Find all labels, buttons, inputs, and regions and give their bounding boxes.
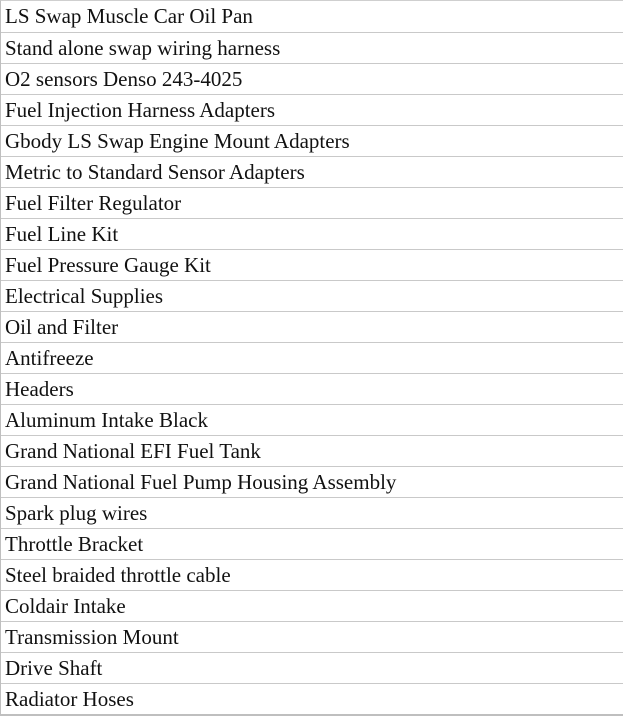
- table-cell: Fuel Injection Harness Adapters: [5, 97, 276, 122]
- table-cell: Fuel Pressure Gauge Kit: [5, 252, 211, 277]
- table-row[interactable]: [1, 405, 623, 436]
- table-row[interactable]: [1, 64, 623, 95]
- table-cell: Grand National Fuel Pump Housing Assembly: [5, 469, 397, 494]
- table-row[interactable]: [1, 250, 623, 281]
- table-row[interactable]: [1, 312, 623, 343]
- table-row[interactable]: [1, 591, 623, 622]
- table-row[interactable]: [1, 653, 623, 684]
- table-row[interactable]: [1, 343, 623, 374]
- table-cell: Fuel Filter Regulator: [5, 190, 182, 215]
- table-row[interactable]: [1, 219, 623, 250]
- table-cell: Fuel Line Kit: [5, 221, 119, 246]
- table-row[interactable]: [1, 622, 623, 653]
- table-row[interactable]: [1, 560, 623, 591]
- table-row[interactable]: [1, 498, 623, 529]
- table-row[interactable]: [1, 529, 623, 560]
- table-row[interactable]: [1, 684, 623, 715]
- table-row[interactable]: [1, 126, 623, 157]
- table-cell: Aluminum Intake Black: [5, 407, 208, 432]
- table-row[interactable]: [1, 1, 623, 33]
- table-cell: Stand alone swap wiring harness: [5, 35, 281, 60]
- table-cell: Metric to Standard Sensor Adapters: [5, 159, 305, 184]
- table-row[interactable]: [1, 281, 623, 312]
- table-row[interactable]: [1, 33, 623, 64]
- table-cell: O2 sensors Denso 243-4025: [5, 66, 243, 91]
- table-row[interactable]: [1, 188, 623, 219]
- table-row[interactable]: [1, 157, 623, 188]
- table-row[interactable]: [1, 436, 623, 467]
- table-row[interactable]: [1, 374, 623, 405]
- table-cell: Coldair Intake: [5, 593, 126, 618]
- table-cell: Grand National EFI Fuel Tank: [5, 438, 261, 463]
- table-cell: Electrical Supplies: [5, 283, 164, 308]
- table-row[interactable]: [1, 467, 623, 498]
- table-cell: Drive Shaft: [5, 655, 103, 680]
- table-cell: Transmission Mount: [5, 624, 179, 649]
- table-cell: Steel braided throttle cable: [5, 562, 231, 587]
- table-cell: Radiator Hoses: [5, 686, 134, 711]
- table-cell: Oil and Filter: [5, 314, 119, 339]
- table-cell: Gbody LS Swap Engine Mount Adapters: [5, 128, 350, 153]
- table-cell: Throttle Bracket: [5, 531, 144, 556]
- table-cell: Spark plug wires: [5, 500, 148, 525]
- table-cell: LS Swap Muscle Car Oil Pan: [5, 4, 253, 28]
- table-cell: Headers: [5, 376, 74, 401]
- table-cell: Antifreeze: [5, 345, 94, 370]
- table-row[interactable]: [1, 95, 623, 126]
